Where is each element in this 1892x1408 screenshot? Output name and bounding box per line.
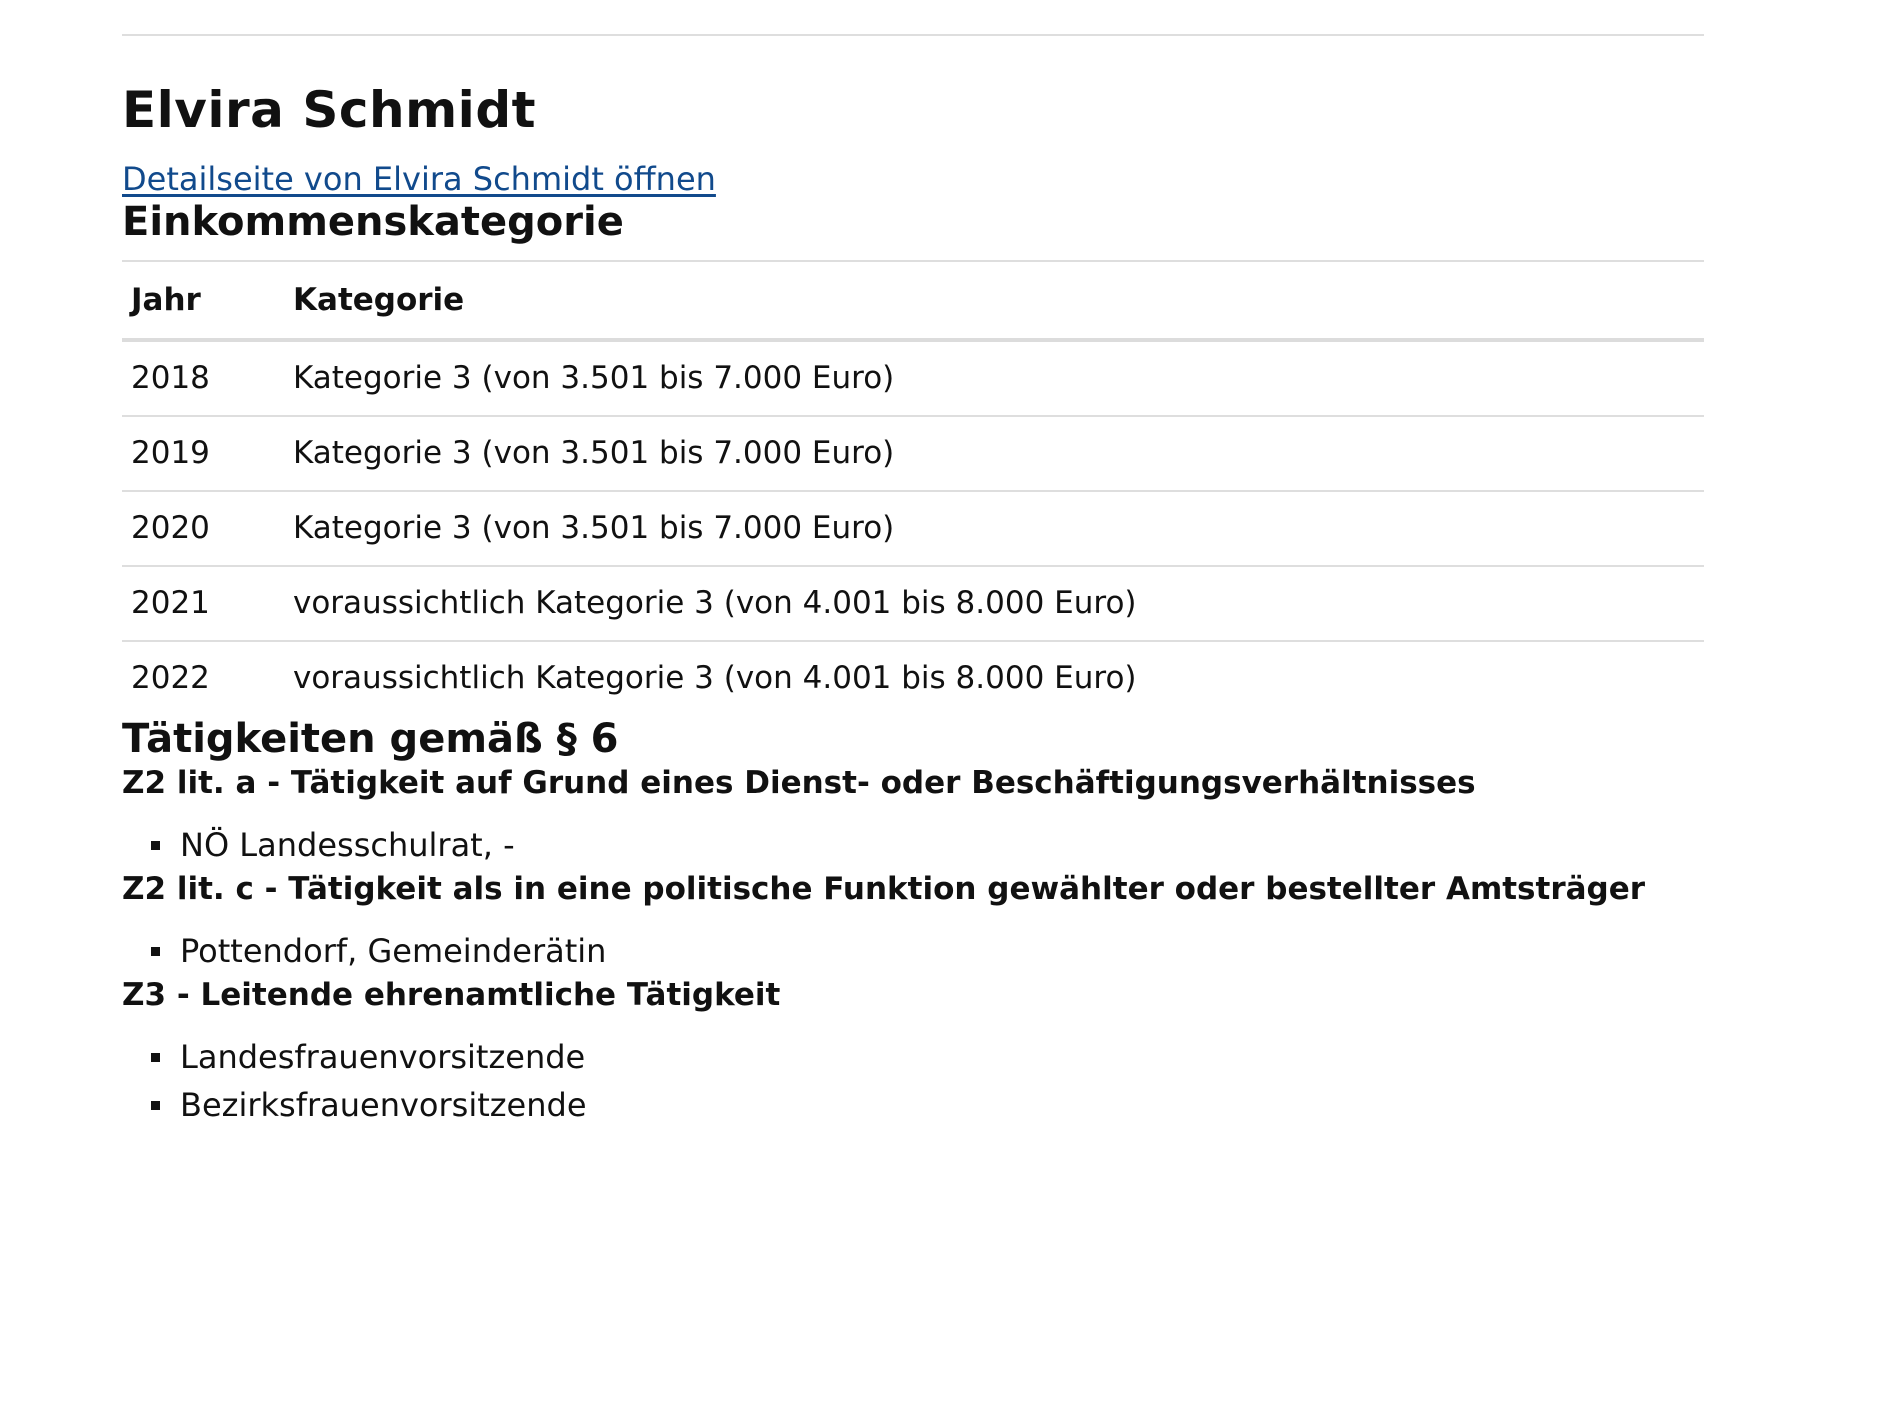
activity-group-title-z2a: Z2 lit. a - Tätigkeit auf Grund eines Dienst- oder Beschäftigungsverhältnisses <box>122 764 1476 801</box>
table-row <box>122 416 1704 491</box>
list-item: NÖ Landesschulrat, - <box>180 821 1704 869</box>
activity-list-z2a <box>122 821 1704 869</box>
page-content <box>122 0 1704 1129</box>
person-name-heading: Elvira Schmidt <box>122 81 537 139</box>
top-divider <box>122 34 1704 36</box>
year-cell: 2021 <box>122 566 284 641</box>
category-cell: Kategorie 3 (von 3.501 bis 7.000 Euro) <box>284 491 1704 566</box>
year-cell: 2022 <box>131 659 210 696</box>
list-item: Landesfrauenvorsitzende <box>180 1033 1704 1081</box>
category-cell: Kategorie 3 (von 3.501 bis 7.000 Euro) <box>284 340 1704 416</box>
detail-page-link[interactable]: Detailseite von Elvira Schmidt öffnen <box>122 159 716 198</box>
activity-list-z3 <box>122 1033 1704 1129</box>
category-cell: voraussichtlich Kategorie 3 (von 4.001 bis 8.000 Euro) <box>284 566 1704 641</box>
column-header-year: Jahr <box>122 261 284 340</box>
column-header-category: Kategorie <box>284 261 1704 340</box>
table-header-row <box>122 261 1704 340</box>
income-table <box>122 260 1704 715</box>
table-row <box>122 491 1704 566</box>
category-cell: Kategorie 3 (von 3.501 bis 7.000 Euro) <box>284 416 1704 491</box>
activities-heading: Tätigkeiten gemäß § 6 <box>122 715 619 762</box>
year-cell: 2018 <box>122 340 284 416</box>
activity-list-z2c <box>122 927 1704 975</box>
year-cell: 2020 <box>122 491 284 566</box>
table-row <box>122 641 1704 715</box>
list-item: Bezirksfrauenvorsitzende <box>180 1081 1704 1129</box>
table-row <box>122 340 1704 416</box>
year-cell: 2019 <box>122 416 284 491</box>
activity-group-title-z2c: Z2 lit. c - Tätigkeit als in eine politische Funktion gewählter oder bestellter Amtsträger <box>122 870 1646 907</box>
list-item: Pottendorf, Gemeinderätin <box>180 927 1704 975</box>
activity-group-title-z3: Z3 - Leitende ehrenamtliche Tätigkeit <box>122 977 781 1014</box>
income-category-heading: Einkommenskategorie <box>122 198 624 245</box>
table-row <box>122 566 1704 641</box>
category-cell: voraussichtlich Kategorie 3 (von 4.001 bis 8.000 Euro) <box>293 659 1137 696</box>
